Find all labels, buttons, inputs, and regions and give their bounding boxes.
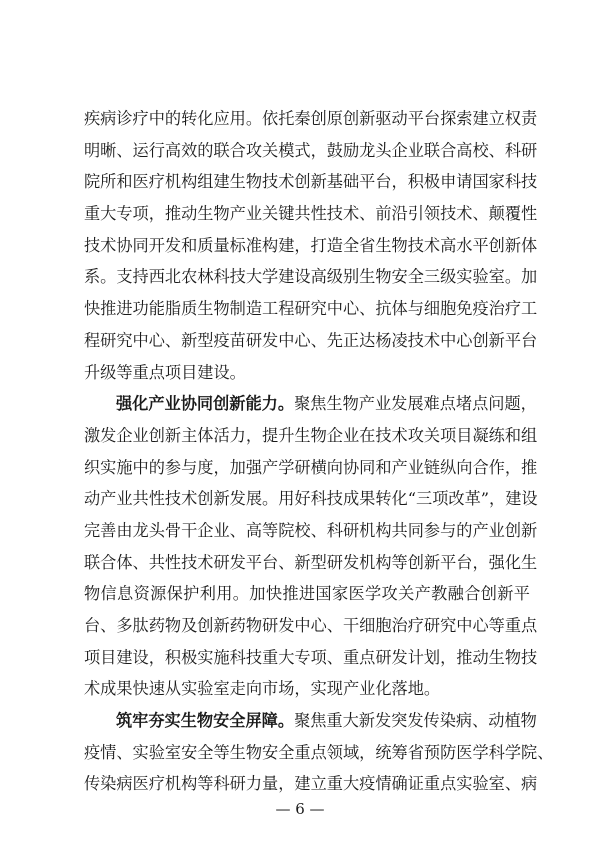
text-line: 激发企业创新主体活力，提升生物企业在技术攻关项目凝练和组 (84, 425, 538, 445)
text-line: 联合体、共性技术研发平台、新型研发机构等创新平台，强化生 (84, 552, 538, 572)
document-body (84, 103, 554, 800)
paragraph-first-line (84, 388, 537, 420)
text-line: 动产业共性技术创新发展。用好科技成果转化“三项改革”，建设 (84, 489, 538, 509)
text-line: 物信息资源保护利用。加快推进国家医学攻关产教融合创新平 (84, 584, 530, 604)
text-line: 台、多肽药物及创新药物研发中心、干细胞治疗研究中心等重点 (84, 616, 538, 635)
text-line: 快推进功能脂质生物制造工程研究中心、抗体与细胞免疫治疗工 (84, 299, 538, 319)
text-line: 疾病诊疗中的转化应用。依托秦创原创新驱动平台探索建立权责 (84, 109, 538, 128)
text-line: 重大专项，推动生物产业关键共性技术、前沿引领技术、颠覆性 (84, 204, 538, 224)
text-line: 项目建设，积极实施科技重大专项、重点研发计划，推动生物技 (84, 647, 538, 667)
paragraph-heading: 强化产业协同创新能力。 (116, 394, 295, 414)
text-run: 聚焦生物产业发展难点堵点问题， (294, 394, 537, 414)
text-line: 术成果快速从实验室走向市场，实现产业化落地。 (84, 679, 441, 699)
text-line: 技术协同开发和质量标准构建，打造全省生物技术高水平创新体 (84, 235, 538, 255)
text-line: 织实施中的参与度，加强产学研横向协同和产业链纵向合作，推 (84, 457, 538, 477)
text-line: 完善由龙头骨干企业、高等院校、科研机构共同参与的产业创新 (84, 520, 538, 540)
text-line: 升级等重点项目建设。 (84, 362, 246, 382)
paragraph-first-line (84, 705, 537, 737)
text-line: 明晰、运行高效的联合攻关模式，鼓励龙头企业联合高校、科研 (84, 140, 538, 160)
text-line: 传染病医疗机构等科研力量，建立重大疫情确证重点实验室、病 (84, 774, 538, 794)
paragraph-3 (84, 705, 554, 800)
paragraph-1 (84, 103, 538, 388)
text-line: 系。支持西北农林科技大学建设高级别生物安全三级实验室。加 (84, 267, 538, 287)
paragraph-2 (84, 388, 538, 705)
text-line: 疫情、实验室安全等生物安全重点领域，统筹省预防医学科学院、 (84, 742, 554, 762)
text-line: 院所和医疗机构组建生物技术创新基础平台，积极申请国家科技 (84, 172, 538, 192)
text-line: 程研究中心、新型疫苗研发中心、先正达杨凌技术中心创新平台 (84, 330, 538, 350)
paragraph-heading: 筑牢夯实生物安全屏障。 (116, 711, 295, 731)
text-run: 聚焦重大新发突发传染病、动植物 (294, 711, 537, 731)
page-number: — 6 — (275, 800, 325, 818)
